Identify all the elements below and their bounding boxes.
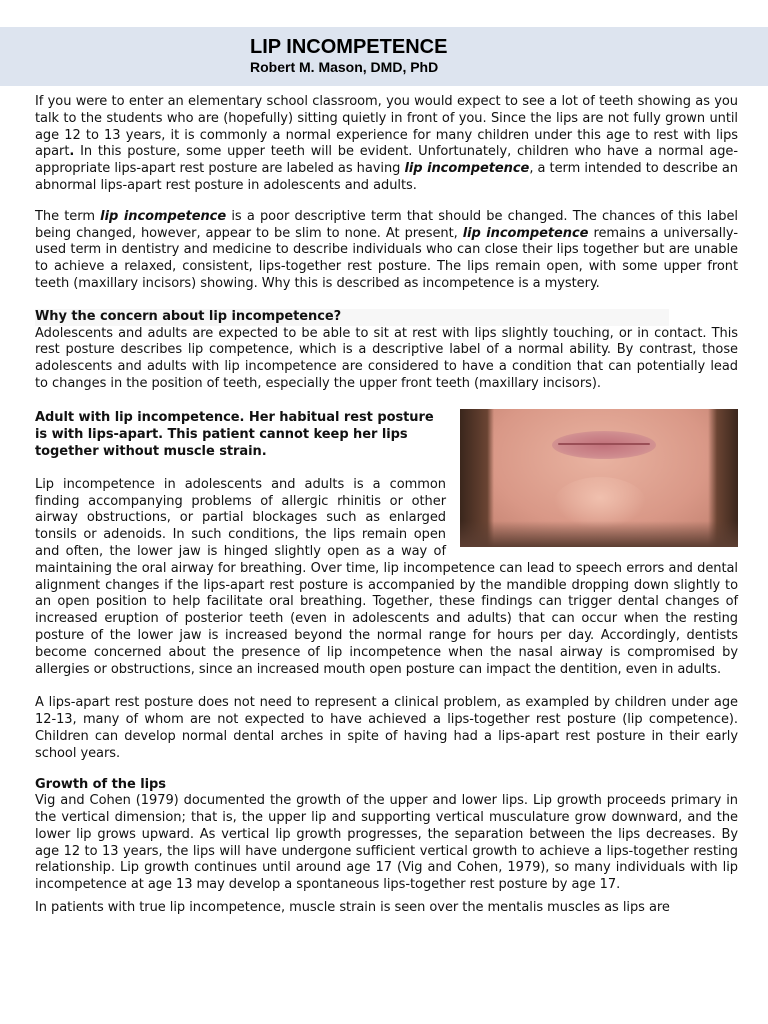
intro-p2-text-b: is a poor descriptive term that should be changed. The chances of this label being changed, however, appear to be slim to none. At present, (35, 208, 738, 241)
title-banner (0, 27, 768, 86)
document-title: LIP INCOMPETENCE (250, 36, 448, 58)
figure-caption: Adult with lip incompetence. Her habitual rest posture is with lips-apart. This patient cannot keep her lips together without muscle strain. (35, 409, 434, 459)
term-lip-incompetence: lip incompetence (100, 208, 227, 224)
airway-paragraph: Lip incompetence in adolescents and adults is a common finding accompanying problems of allergic rhinitis or other airway obstructions, or partial blockages such as enlarged tonsils or adenoids. In such conditions, the lips remain open and often, the lower jaw is hinged slightly open as a way of maintaining the oral airway for breathing. Over time, lip incompetence can lead to speech errors and dental alignment changes if the lips-apart rest posture is accompanied by the mandible dropping down slightly to an open position to help facilitate oral breathing. Together, these findings can trigger dental changes of increased eruption of posterior teeth (even in adolescents and adults) that can occur when the resting posture of the lower jaw is increased beyond the normal range for hours per day. Accordingly, dentists become concerned about the presence of lip incompetence when the nasal airway is compromised by allergies or obstructions, since an increased mouth open posture can impact the dentition, even in adults. (35, 476, 738, 677)
term-lip-incompetence: lip incompetence (462, 225, 589, 241)
intro-paragraph-1 (35, 94, 738, 195)
patient-lips-image (460, 409, 738, 547)
article-body (35, 94, 738, 917)
intro-p2-text-a: The term (35, 208, 101, 224)
intro-p1-text-b: In this posture, some upper teeth will be evident. Unfortunately, children who have a normal age-appropriate lips-apart rest posture are labeled as having (35, 144, 738, 177)
author-line: Robert M. Mason, DMD, PhD (250, 59, 439, 75)
intro-paragraph-2 (35, 209, 738, 293)
section-heading-growth: Growth of the lips (35, 776, 166, 792)
growth-paragraph: Vig and Cohen (1979) documented the growth of the upper and lower lips. Lip growth proceeds primary in the vertical dimension; that is, the upper lip and supporting vertical musculature grow downward, and the lower lip grows upward. As vertical lip growth progresses, the separation between the lips decreases. By age 12 to 13 years, the lips will have undergone sufficient vertical growth to achieve a lips-together resting relationship. Lip growth continues until around age 17 (Vig and Cohen, 1979), so many individuals with lip incompetence at age 13 may develop a spontaneous lips-together rest posture by age 17. (35, 793, 738, 893)
patient-photo (460, 409, 738, 550)
intro-p1-text-c: , a term intended to describe an abnormal lips-apart rest posture in adolescents and adults. (35, 161, 738, 193)
term-lip-incompetence: lip incompetence (404, 161, 530, 177)
intro-p1-period: . (69, 144, 75, 160)
section-heading-concern: Why the concern about lip incompetence? (35, 309, 669, 326)
children-paragraph: A lips-apart rest posture does not need to represent a clinical problem, as exampled by children under age 12-13, many of whom are not expected to have achieved a lips-together rest posture (lip competence). Children can develop normal dental arches in spite of having had a lips-apart rest posture in their early school years. (35, 695, 738, 761)
intro-p2-text-c: remains a universally-used term in dentistry and medicine to describe individuals who can close their lips together but are unable to achieve a relaxed, consistent, lips-together rest posture. The lips remain open, with some upper front teeth (maxillary incisors) showing. Why this is described as incompetence is a mystery. (35, 225, 738, 291)
concern-paragraph: Adolescents and adults are expected to be able to sit at rest with lips slightly touching, or in contact. This rest posture describes lip competence, which is a descriptive label of a normal ability. By contrast, those adolescents and adults with lip incompetence are considered to have a condition that can potentially lead to changes in the position of teeth, especially the upper front teeth (maxillary incisors). (35, 325, 738, 391)
intro-p1-text-a: If you were to enter an elementary school classroom, you would expect to see a lot of teeth showing as you talk to the students who are (hopefully) sitting quietly in front of you. Since the lips are not fully grown until age 12 to 13 years, it is commonly a normal experience for many children under this age to rest with lips apart (35, 94, 738, 160)
final-paragraph: In patients with true lip incompetence, muscle strain is seen over the mentalis muscles as lips are (35, 900, 670, 916)
